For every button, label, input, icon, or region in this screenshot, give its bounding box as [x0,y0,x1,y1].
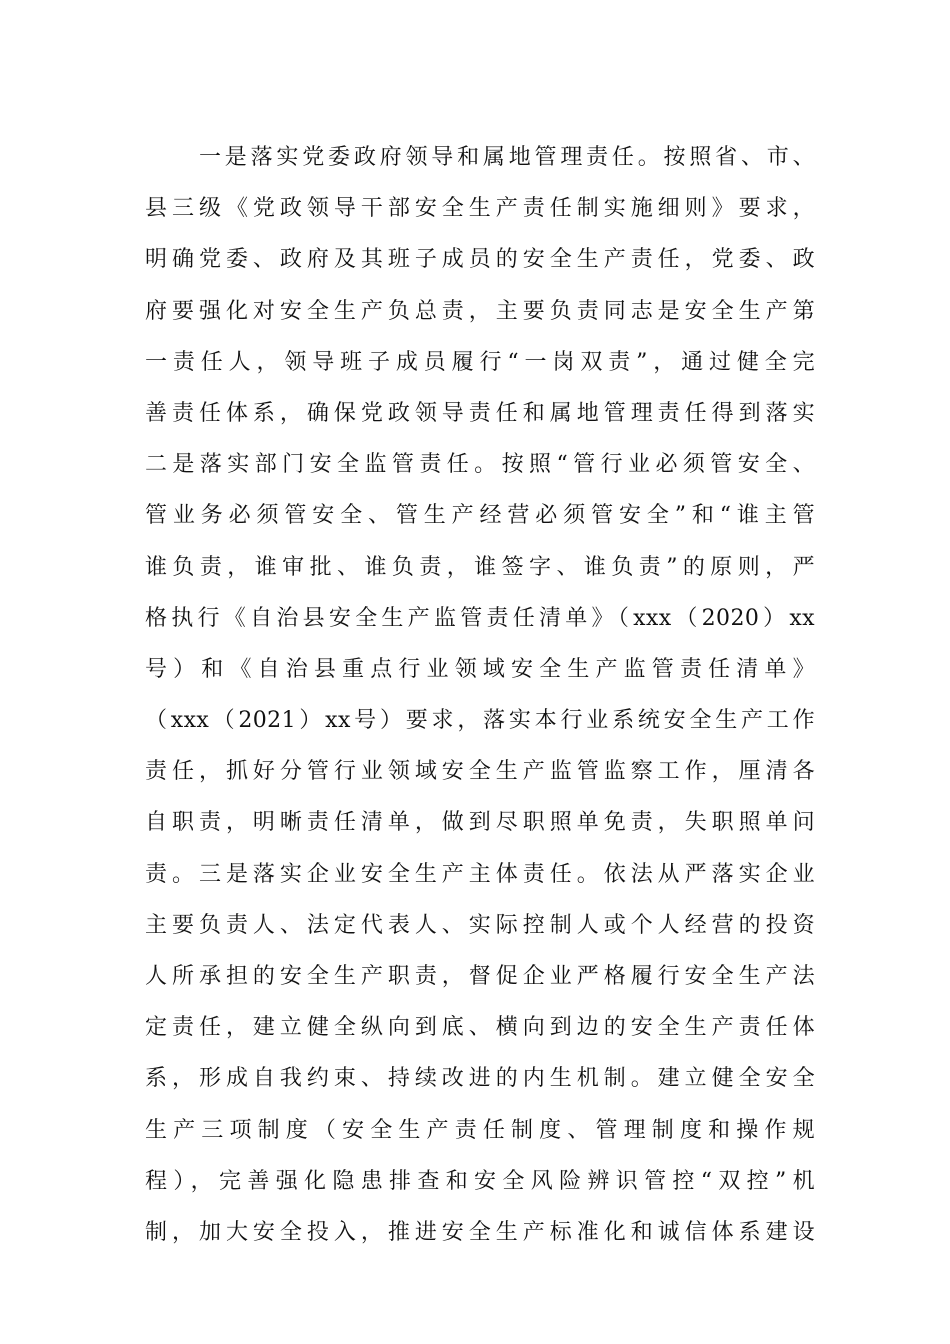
text-line: 制，加大安全投入，推进安全生产标准化和诚信体系建设 [145,1219,815,1245]
text-line: 管业务必须管安全、管生产经营必须管安全”和“谁主管 [145,503,815,529]
text-line: 谁负责，谁审批、谁负责，谁签字、谁负责”的原则，严 [145,554,815,580]
text-line: 定责任，建立健全纵向到底、横向到边的安全生产责任体 [145,1015,815,1041]
text-line: 号）和《自治县重点行业领域安全生产监管责任清单》 [145,656,815,682]
text-line: 责任，抓好分管行业领域安全生产监管监察工作，厘清各 [145,759,815,785]
text-line: 府要强化对安全生产负总责，主要负责同志是安全生产第 [145,298,815,324]
text-line: 人所承担的安全生产职责，督促企业严格履行安全生产法 [145,964,815,989]
text-line: 程），完善强化隐患排查和安全风险辨识管控“双控”机 [145,1168,815,1194]
body-paragraph [145,132,815,1258]
text-line: 格执行《自治县安全生产监管责任清单》（xxx（2020）xx [145,605,815,631]
text-line: 责。三是落实企业安全生产主体责任。依法从严落实企业 [145,861,815,887]
text-line: 自职责，明晰责任清单，做到尽职照单免责，失职照单问 [145,810,815,836]
text-line: 生产三项制度（安全生产责任制度、管理制度和操作规 [145,1117,815,1143]
text-line: 县三级《党政领导干部安全生产责任制实施细则》要求， [145,196,815,222]
text-line: （xxx（2021）xx号）要求，落实本行业系统安全生产工作 [145,708,815,734]
text-line: 善责任体系，确保党政领导责任和属地管理责任得到落实 [145,400,815,426]
text-line: 二是落实部门安全监管责任。按照“管行业必须管安全、 [145,452,815,478]
text-line: 明确党委、政府及其班子成员的安全生产责任，党委、政 [145,247,815,273]
text-line: 一责任人，领导班子成员履行“一岗双责”，通过健全完 [145,349,815,375]
text-line: 主要负责人、法定代表人、实际控制人或个人经营的投资 [145,912,815,938]
text-line: 一是落实党委政府领导和属地管理责任。按照省、市、 [199,145,815,170]
text-line: 系，形成自我约束、持续改进的内生机制。建立健全安全 [145,1066,815,1092]
